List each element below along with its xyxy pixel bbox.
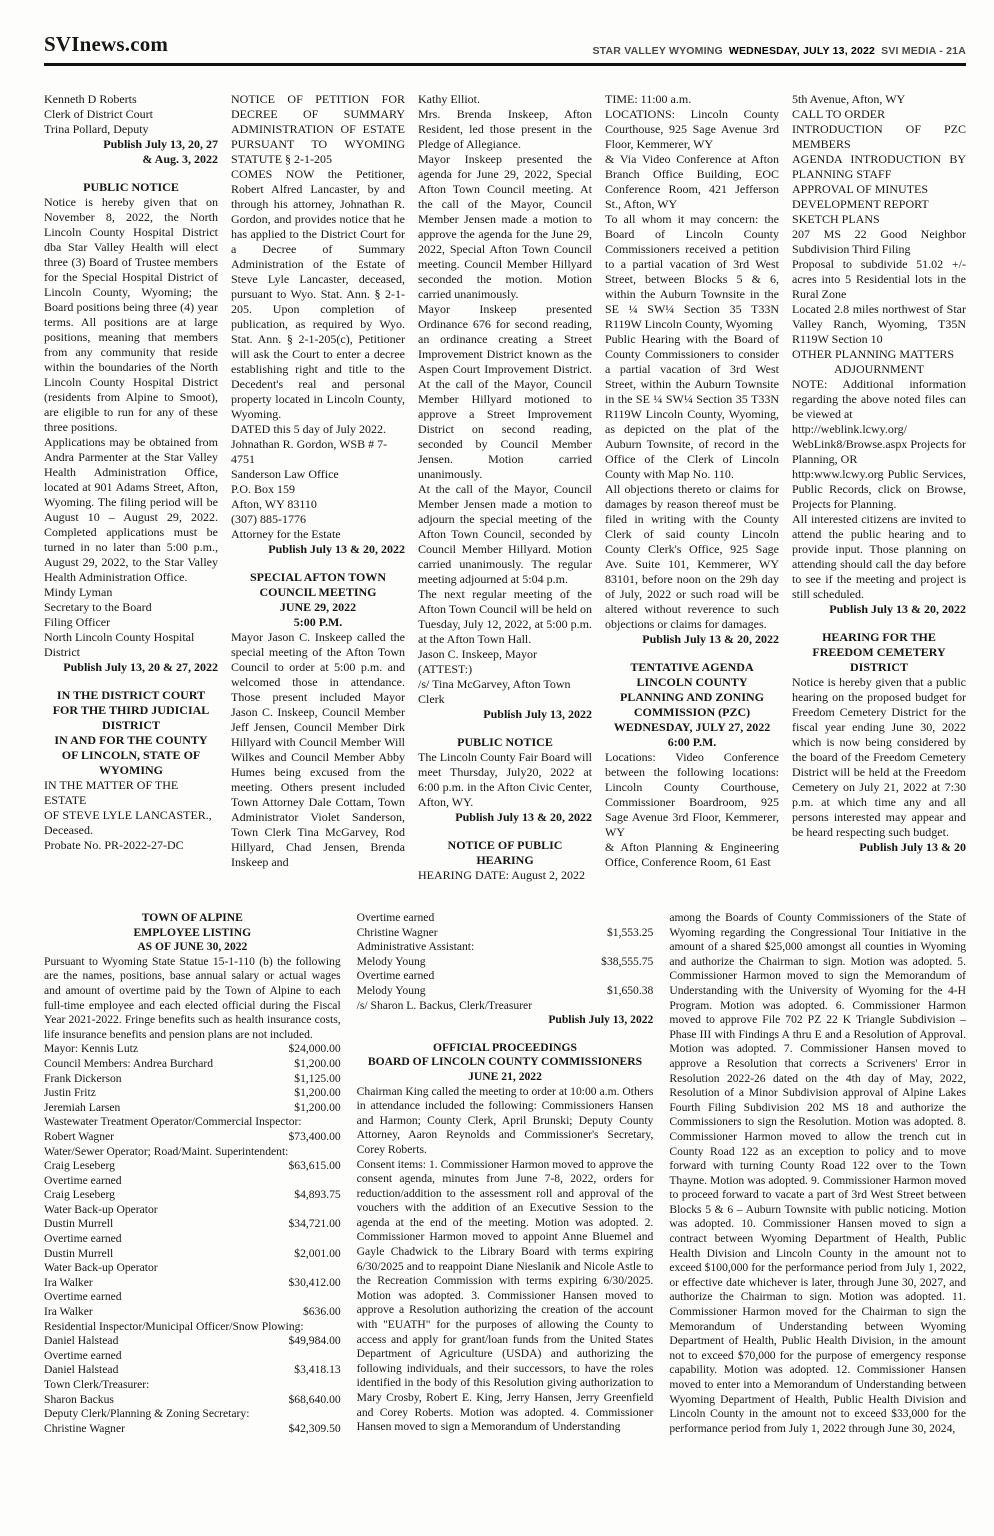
masthead-title: SVInews.com bbox=[44, 32, 169, 56]
text-line: SKETCH PLANS bbox=[792, 212, 880, 226]
notice-heading bbox=[44, 733, 218, 778]
pay-row bbox=[44, 1407, 341, 1422]
notice-paragraph: Chairman King called the meeting to order at 10:00 a.m. Others in attendance included the following: Commissioners Hansen and Harmon; County Clerk, April Brunski; Deputy County Attorney, Aaron Reynolds and Commissioner's Secretary, Corey Roberts. bbox=[356, 1084, 654, 1156]
notice-heading bbox=[418, 838, 592, 868]
pay-label: Melody Young bbox=[356, 954, 426, 968]
publish-line bbox=[44, 137, 218, 167]
text-line: Publish July 13, 20, 27 bbox=[103, 137, 218, 151]
text-line: Publish July 13 & 20, 2022 bbox=[642, 632, 779, 646]
publish-line bbox=[357, 1013, 654, 1028]
notice-paragraph: among the Boards of County Commissioners of the State of Wyoming regarding the Congressional Tour Initiative in the amount of a shared $25,000 amongst all counties in Wyoming and authorize the Chairman to sign. Motion was adopted. 5. Commissioner Harmon moved to sign the Memorandum of Understanding with the University of Wyoming for the 4-H Program. Motion was adopted. 6. Commissioner Harmon moved to approve File 702 PZ 22 K Triangle Subdivision – Phase III with Findings A thru E and a Resolution of Approval. Motion was adopted. 7. Commissioner Hansen moved to approve a Resolution that corrects a Scriveners' Error in Resolution 2022-26 dated on the 4th day of May, 2022, Resolution of a Minor Subdivision approval of Alpine Lakes Fourth Filing Subdivision 202 MS 18 and authorize the Commissioners to sign the Resolution. Motion was adopted. 8. Commissioner Harmon moved to allow the trench cut in County Road 122 as an exception to policy and to move forward with turning County Road 122 over to the Town Thayne. Motion was adopted. 9. Commissioner Harmon moved to proceed forward to vacate a part of 3rd West Street between Blocks 5 & 6 – Auburn Townsite with public noticing. Motion was adopted. 10. Commissioner Hansen moved to sign a contract between Wyoming Department of Health, Public Health Division and Lincoln County in the amount not to exceed $100,000 for the performance period from July 1, 2022, or effective date whichever is later, through June 30, 2027, and authorize the Chairman to sign. Motion was adopted. 11. Commissioner Harmon moved for the Chairman to sign the Memorandum of Understanding between Wyoming Department of Health, Public Health Division, in the amount not to exceed $70,000 for the purpose of emergency response capability. Motion was adopted. 12. Commissioner Hansen moved to enter into a Memorandum of Understanding between Wyoming Department of Health, Public Health Division and Lincoln County in the amount not to exceed $33,000 for the performance period from July 1, 2022 through June 30, 2024, bbox=[669, 911, 967, 1435]
pay-row bbox=[44, 1101, 341, 1116]
pay-row bbox=[44, 1042, 341, 1057]
public-notices-section bbox=[44, 92, 966, 883]
text-line: North Lincoln County Hospital District bbox=[44, 630, 195, 659]
text-line: Filing Officer bbox=[44, 615, 111, 629]
text-line: /s/ Tina McGarvey, Afton Town Clerk bbox=[418, 677, 571, 706]
text-line: WYOMING bbox=[99, 763, 163, 777]
text-line: IN THE DISTRICT COURT bbox=[56, 688, 206, 702]
pay-label: Dustin Murrell bbox=[44, 1217, 114, 1231]
notice-paragraph: Pursuant to Wyoming State Statue 15-1-110 (b) the following are the names, positions, base annual salary or actual wages and amount of overtime paid by the Town of Alpine to each full-time employee and each elected official during the Fiscal Year 2021-2022. Fringe benefits such as health insurance costs, life insurance benefits and pension plans are not included. bbox=[44, 954, 341, 1041]
notice-paragraph: http:www.lcwy.org Public Services, Public Records, click on Browse, Projects for Planning. bbox=[792, 467, 966, 511]
notice-paragraph: & Via Video Conference at Afton Branch Office Building, EOC Conference Room, 421 Jefferson St., Afton, WY bbox=[605, 152, 779, 211]
publish-line bbox=[231, 542, 405, 557]
notice-heading bbox=[605, 660, 779, 750]
pay-row bbox=[357, 969, 654, 984]
pay-label: Daniel Halstead bbox=[44, 1363, 119, 1377]
notice-paragraph: Locations: Video Conference between the following locations: Lincoln County Courthouse, Commissioner Boardroom, 925 Sage Avenue 3rd Floor, Kemmerer, WY bbox=[605, 750, 779, 839]
text-line: APPROVAL OF MINUTES bbox=[792, 182, 929, 196]
pay-row bbox=[44, 1159, 341, 1174]
pay-label: Deputy Clerk/Planning & Zoning Secretary: bbox=[44, 1407, 250, 1421]
pay-row bbox=[357, 911, 654, 926]
notice-lines bbox=[231, 422, 405, 437]
pay-label: Residential Inspector/Municipal Officer/Snow Plowing: bbox=[44, 1319, 304, 1333]
notice-paragraph: COMES NOW the Petitioner, Robert Alfred Lancaster, by and through his attorney, Johnathan R. Gordon, and provides notice that he has applied to the District Court for a Decree of Summary Administration of the Estate of Steve Lyle Lancaster, deceased, pursuant to Wyo. Stat. Ann. § 2-1-205. Upon completion of publication, as required by Wyo. Stat. Ann. § 2-1-205(c), Petitioner will ask the Court to enter a decree establishing right and title to the Decedent's real and personal property located in Lincoln County, Wyoming. bbox=[231, 167, 405, 421]
pay-amount: $2,001.00 bbox=[294, 1246, 341, 1260]
header-rule bbox=[44, 63, 966, 66]
section-gap bbox=[605, 647, 779, 660]
notice-heading bbox=[792, 630, 966, 675]
text-line: /s/ Sharon L. Backus, Clerk/Treasurer bbox=[356, 998, 533, 1012]
dateline bbox=[592, 45, 966, 57]
page-header bbox=[44, 32, 966, 63]
pay-row bbox=[44, 1320, 341, 1335]
pay-label: Overtime earned bbox=[44, 1348, 122, 1362]
notice-paragraph: NOTICE OF PETITION FOR DECREE OF SUMMARY ADMINISTRATION OF ESTATE PURSUANT TO WYOMING STATUTE § 2-1-205 bbox=[231, 92, 405, 166]
pay-row bbox=[44, 1247, 341, 1262]
pay-amount: $636.00 bbox=[302, 1305, 341, 1319]
notice-column-4 bbox=[605, 92, 779, 883]
notice-lines bbox=[418, 92, 592, 107]
pay-row bbox=[44, 1334, 341, 1349]
publish-line bbox=[44, 660, 218, 675]
notice-lines bbox=[605, 92, 779, 107]
publish-line bbox=[792, 602, 966, 617]
pay-amount: $68,640.00 bbox=[288, 1392, 341, 1406]
text-line: (ATTEST:) bbox=[418, 662, 473, 676]
text-line: OF STEVE LYLE LANCASTER., bbox=[44, 808, 212, 822]
notice-lines bbox=[418, 868, 592, 883]
pay-amount: $30,412.00 bbox=[288, 1275, 341, 1289]
pay-label: Town Clerk/Treasurer: bbox=[44, 1378, 150, 1391]
text-line: 5th Avenue, Afton, WY bbox=[792, 92, 906, 106]
pay-row bbox=[44, 1115, 341, 1130]
pay-amount: $4,893.75 bbox=[294, 1188, 341, 1202]
text-line: P.O. Box 159 bbox=[231, 482, 296, 496]
text-line: 5:00 P.M. bbox=[293, 615, 343, 629]
publish-line bbox=[418, 810, 592, 825]
proceedings-column-2 bbox=[357, 911, 654, 1436]
text-line: PUBLIC NOTICE bbox=[83, 180, 179, 194]
pay-row bbox=[44, 1057, 341, 1072]
pay-label: Mayor: Kennis Lutz bbox=[44, 1042, 139, 1056]
pay-amount: $3,418.13 bbox=[294, 1363, 341, 1377]
pay-row bbox=[44, 1422, 341, 1437]
pay-amount: $49,984.00 bbox=[288, 1334, 341, 1348]
section-gap bbox=[44, 167, 218, 180]
notice-paragraph: Notice is hereby given that on November 8, 2022, the North Lincoln County Hospital District dba Star Valley Health will elect three (3) Board of Trustee members for the Special Hospital District of Lincoln County, Wyoming; the Board positions being three (4) year terms. All positions are at large positions, meaning that members from any community that reside within the boundaries of the North Lincoln County Hospital District (residents from Alpine to Smoot), are eligible to run for any of these three positions. bbox=[44, 195, 218, 434]
section-gap bbox=[418, 722, 592, 735]
text-line: Secretary to the Board bbox=[44, 600, 152, 614]
notice-paragraph: Mayor Inskeep presented the agenda for June 29, 2022, Special Afton Town Council meeting. At the call of the Mayor, Council Member Jensen made a motion to approve the agenda for the June 29, 2022, Special Afton Town Council meeting. Council Member Hillyard seconded the motion. Motion carried unanimously. bbox=[418, 152, 592, 301]
pay-amount: $73,400.00 bbox=[288, 1129, 341, 1143]
text-line: LINCOLN COUNTY bbox=[636, 675, 748, 689]
text-line: Publish July 13 & 20 bbox=[859, 840, 966, 854]
notice-paragraph: Mrs. Brenda Inskeep, Afton Resident, led those present in the Pledge of Allegiance. bbox=[418, 107, 592, 151]
pay-label: Overtime earned bbox=[356, 969, 435, 983]
notice-column-2 bbox=[231, 92, 405, 883]
pay-label: Melody Young bbox=[356, 983, 426, 997]
pay-row bbox=[44, 1378, 341, 1393]
notice-paragraph: & Afton Planning & Engineering Office, Conference Room, 61 East bbox=[605, 840, 779, 869]
notice-lines bbox=[44, 585, 218, 660]
text-line: ADJOURNMENT bbox=[834, 362, 924, 376]
notice-paragraph: The next regular meeting of the Afton Town Council will be held on Tuesday, July 12, 2022, at 5:00 p.m. at the Afton Town Hall. bbox=[418, 587, 592, 646]
text-line: CALL TO ORDER bbox=[792, 107, 886, 121]
text-line: Afton, WY 83110 bbox=[231, 497, 317, 511]
notice-lines bbox=[231, 437, 405, 542]
notice-heading bbox=[44, 911, 341, 955]
text-line: BOARD OF LINCOLN COUNTY COMMISSIONERS bbox=[367, 1055, 643, 1069]
pay-label: Craig Leseberg bbox=[44, 1188, 115, 1202]
pay-label: Dustin Murrell bbox=[44, 1246, 114, 1260]
pay-label: Christine Wagner bbox=[44, 1421, 125, 1435]
pay-label: Christine Wagner bbox=[356, 925, 438, 939]
text-line: PUBLIC NOTICE bbox=[457, 735, 553, 749]
text-line: AS OF JUNE 30, 2022 bbox=[137, 940, 248, 954]
text-line: HEARING FOR THE bbox=[822, 630, 936, 644]
text-line: TIME: 11:00 a.m. bbox=[605, 92, 692, 106]
pay-label: Robert Wagner bbox=[44, 1129, 115, 1143]
notice-paragraph: http://weblink.lcwy.org/ WebLink8/Browse.aspx Projects for Planning, OR bbox=[792, 422, 966, 466]
pay-label: Water Back-up Operator bbox=[44, 1261, 158, 1275]
text-line: Trina Pollard, Deputy bbox=[44, 122, 149, 136]
text-line: Johnathan R. Gordon, WSB # 7-4751 bbox=[231, 437, 388, 466]
notice-paragraph: Consent items: 1. Commissioner Harmon moved to approve the consent agenda, minutes from June 7-8, 2022, orders for reduction/addition to the assessment roll and approval of the vouchers with the addition of an Executive Session to the agenda at the end of the meeting. Motion was adopted. 2. Commissioner Harmon moved to appoint Anne Bluemel and Gayle Chadwick to the Library Board with terms expiring 6/30/2025 and to reappoint Diane Nieslanik and Nicole Astle to the Recreation Commission with terms expiring 6/30/2025. Motion was adopted. 3. Commissioner Hansen moved to approve a Resolution authorizing the creation of the account with "EUATH" for the purposes of allowing the County to access and apply for grant/loan funds from the United States Department of Agriculture (USDA) and authorizing the following individuals, and their successors, to have the roles identified in the body of this Resolution giving authorization to Mary Crosby, Robert E. King, Jerry Hansen, Jerry Greenfield and Corey Roberts. Motion was adopted. 4. Commissioner Hansen moved to sign a Memorandum of Understanding bbox=[356, 1157, 654, 1434]
text-line: DEVELOPMENT REPORT bbox=[792, 197, 929, 211]
pay-amount: $1,125.00 bbox=[294, 1071, 341, 1085]
pay-label: Overtime earned bbox=[356, 911, 435, 924]
pay-label: Ira Walker bbox=[44, 1305, 93, 1319]
text-line: DISTRICT bbox=[849, 660, 909, 674]
pay-amount: $1,200.00 bbox=[294, 1100, 341, 1114]
notice-paragraph: At the call of the Mayor, Council Member Jensen made a motion to adjourn the special meeting of the Afton Town Council, seconded by Council Member Hillyard. Motion carried unanimously. The regular meeting adjourned at 5:04 p.m. bbox=[418, 482, 592, 586]
pay-row bbox=[44, 1305, 341, 1320]
text-line: Kenneth D Roberts bbox=[44, 92, 137, 106]
text-line: IN AND FOR THE COUNTY bbox=[54, 733, 208, 747]
pay-row bbox=[357, 955, 654, 970]
text-line: Probate No. PR-2022-27-DC bbox=[44, 838, 184, 852]
text-line: DATED this 5 day of July 2022. bbox=[231, 422, 386, 436]
pay-row bbox=[357, 926, 654, 941]
pay-row bbox=[44, 1130, 341, 1145]
notice-paragraph: All interested citizens are invited to attend the public hearing and to provide input. Those planning on attending should call the day before to see if the meeting and project is still scheduled. bbox=[792, 512, 966, 601]
notice-paragraph: Mayor Inskeep presented Ordinance 676 for second reading, an ordinance creating a Street Improvement District known as the Aspen Court Improvement District. At the call of the Mayor, Council Member Hillyard motioned to approve a Street Improvement District on second reading, seconded by Council Member Jensen. Motion carried unanimously. bbox=[418, 302, 592, 481]
text-line: IN THE MATTER OF THE ESTATE bbox=[44, 778, 179, 807]
pay-amount: $1,650.38 bbox=[606, 983, 654, 997]
notice-heading bbox=[44, 180, 218, 195]
notice-paragraph: Public Hearing with the Board of County Commissioners to consider a partial vacation of 3rd West Street, within the Auburn Townsite in the SE ¼ SW¼ Section 35 T33N R119W Lincoln County, Wyoming, as depicted on the plat of the Auburn Townsite, of record in the Office of the Clerk of Lincoln County with Map No. 110. bbox=[605, 332, 779, 481]
notice-heading bbox=[44, 688, 218, 733]
notice-lines bbox=[44, 778, 218, 853]
pay-label: Sharon Backus bbox=[44, 1392, 114, 1406]
pay-amount: $34,721.00 bbox=[288, 1217, 341, 1231]
pay-row bbox=[44, 1276, 341, 1291]
notice-paragraph: Notice is hereby given that a public hearing on the proposed budget for Freedom Cemetery District for the fiscal year ending June 30, 2022 which is now being considered by the board of the Freedom Cemetery District will be held at the Freedom Cemetery on July 21, 2022 at 7:30 p.m. at which time any and all persons interested may appear and be heard respecting such budget. bbox=[792, 675, 966, 839]
notice-paragraph: Located 2.8 miles northwest of Star Valley Ranch, Wyoming, T35N R119W Section 10 bbox=[792, 302, 966, 346]
text-line: FOR THE THIRD JUDICIAL bbox=[52, 703, 210, 717]
text-line: PLANNING AND ZONING bbox=[619, 690, 764, 704]
pay-row bbox=[357, 984, 654, 999]
notice-heading bbox=[231, 570, 405, 630]
section-gap bbox=[792, 617, 966, 630]
text-line: COMMISSION (PZC) bbox=[633, 705, 751, 719]
pay-row bbox=[44, 1072, 341, 1087]
section-gap bbox=[357, 1028, 654, 1041]
text-line: SPECIAL AFTON TOWN bbox=[249, 570, 387, 584]
pay-amount: $1,200.00 bbox=[294, 1086, 341, 1100]
pay-row bbox=[44, 1203, 341, 1218]
text-line: Publish July 13 & 20, 2022 bbox=[455, 810, 592, 824]
pay-row bbox=[357, 940, 654, 955]
pay-label: Frank Dickerson bbox=[44, 1071, 122, 1085]
text-line: Publish July 13, 2022 bbox=[483, 707, 592, 721]
pay-amount: $38,555.75 bbox=[601, 954, 654, 968]
text-line: Kathy Elliot. bbox=[418, 92, 480, 106]
pay-row bbox=[44, 1349, 341, 1364]
notice-lines bbox=[792, 92, 966, 122]
text-line: Sanderson Law Office bbox=[231, 467, 339, 481]
notice-paragraph: Proposal to subdivide 51.02 +/- acres into 5 Residential lots in the Rural Zone bbox=[792, 257, 966, 301]
notice-paragraph: Mayor Jason C. Inskeep called the special meeting of the Afton Town Council to order at 5:00 p.m. and welcomed those in attendance. Those present included Mayor Jason C. Inskeep, Council Member Jeff Jensen, Council Member Dirk Hillyard with Council Member Will Wilkes and Council Member Abby Humes being excused from the meeting. Others present included Town Attorney Dale Cottam, Town Administrator Violet Sanderson, Town Clerk Tina McGarvey, Rod Hillyard, Chad Jensen, Brenda Inskeep and bbox=[231, 630, 405, 869]
text-line: Mindy Lyman bbox=[44, 585, 113, 599]
text-line: COUNCIL MEETING bbox=[259, 585, 377, 599]
pay-label: Daniel Halstead bbox=[44, 1334, 119, 1348]
pay-label: Justin Fritz bbox=[44, 1086, 96, 1100]
text-line: TENTATIVE AGENDA bbox=[630, 660, 754, 674]
pay-row bbox=[44, 1290, 341, 1305]
pay-row bbox=[44, 1393, 341, 1408]
text-line: Clerk of District Court bbox=[44, 107, 153, 121]
section-gap bbox=[418, 825, 592, 838]
notice-heading bbox=[357, 1041, 654, 1085]
notice-paragraph: AGENDA INTRODUCTION BY PLANNING STAFF bbox=[792, 152, 966, 181]
centered-line bbox=[792, 362, 966, 377]
text-line: & Aug. 3, 2022 bbox=[142, 152, 218, 166]
text-line: NOTICE OF PUBLIC HEARING bbox=[447, 838, 563, 867]
notice-lines bbox=[792, 182, 966, 227]
pay-label: Water/Sewer Operator; Road/Maint. Superintendent: bbox=[44, 1144, 289, 1158]
text-line: Publish July 13, 20 & 27, 2022 bbox=[63, 660, 218, 674]
pay-row bbox=[44, 1086, 341, 1101]
text-line: OFFICIAL PROCEEDINGS bbox=[433, 1040, 577, 1054]
dateline-media: SVI MEDIA - 21A bbox=[881, 45, 966, 57]
pay-amount: $1,200.00 bbox=[294, 1056, 341, 1070]
notice-column-3 bbox=[418, 92, 592, 883]
text-line: Deceased. bbox=[44, 823, 93, 837]
text-line: HEARING DATE: August 2, 2022 bbox=[418, 868, 585, 882]
pay-label: Overtime earned bbox=[44, 1173, 122, 1187]
text-line: Attorney for the Estate bbox=[231, 527, 341, 541]
publish-line bbox=[605, 632, 779, 647]
dateline-date: WEDNESDAY, JULY 13, 2022 bbox=[728, 45, 876, 57]
pay-amount: $42,309.50 bbox=[288, 1421, 341, 1435]
pay-label: Craig Leseberg bbox=[44, 1159, 115, 1173]
pay-label: Water Back-up Operator bbox=[44, 1202, 158, 1216]
pay-row bbox=[44, 1217, 341, 1232]
dateline-region: STAR VALLEY WYOMING bbox=[592, 45, 723, 57]
notice-paragraph: 207 MS 22 Good Neighbor Subdivision Third Filing bbox=[792, 227, 966, 256]
section-gap bbox=[231, 557, 405, 570]
text-line: JUNE 21, 2022 bbox=[468, 1069, 542, 1083]
notice-paragraph: The Lincoln County Fair Board will meet Thursday, July20, 2022 at 6:00 p.m. in the Afton Civic Center, Afton, WY. bbox=[418, 750, 592, 809]
publish-line bbox=[792, 840, 966, 855]
pay-label: Wastewater Treatment Operator/Commercial Inspector: bbox=[44, 1115, 302, 1129]
proceedings-column-1 bbox=[44, 911, 341, 1436]
pay-row bbox=[44, 1145, 341, 1160]
text-line: OF LINCOLN, STATE OF bbox=[61, 748, 201, 762]
text-line: FREEDOM CEMETERY bbox=[812, 645, 946, 659]
notice-lines bbox=[792, 347, 966, 362]
pay-row bbox=[44, 1174, 341, 1189]
notice-paragraph: To all whom it may concern: the Board of Lincoln County Commissioners received a petition to a partial vacation of 3rd West Street, between Blocks 5 & 6, within the Auburn Townsite in the SE ¼ SW¼ Section 35 T33N R119W Lincoln County, Wyoming bbox=[605, 212, 779, 331]
notice-lines bbox=[418, 647, 592, 707]
notice-paragraph: All objections thereto or claims for damages by reason thereof must be filed in writing with the County Clerk of said county Lincoln County Clerk's Office, 925 Sage Ave. Suite 101, Kemmerer, WY 83101, before noon on the 29h day of July, 2022 or such road will be altered without reverence to such objections or claims for damages. bbox=[605, 482, 779, 631]
pay-row bbox=[44, 1261, 341, 1276]
notice-lines bbox=[44, 92, 218, 137]
text-line: WEDNESDAY, JULY 27, 2022 bbox=[613, 720, 771, 734]
text-line: Publish July 13 & 20, 2022 bbox=[829, 602, 966, 616]
text-line: JUNE 29, 2022 bbox=[279, 600, 357, 614]
text-line: TOWN OF ALPINE bbox=[141, 911, 243, 924]
pay-label: Jeremiah Larsen bbox=[44, 1100, 121, 1114]
pay-row bbox=[44, 1232, 341, 1247]
notice-paragraph: NOTE: Additional information regarding the above noted files can be viewed at bbox=[792, 377, 966, 421]
text-line: Jason C. Inskeep, Mayor bbox=[418, 647, 537, 661]
proceedings-column-3 bbox=[669, 911, 966, 1436]
pay-row bbox=[44, 1188, 341, 1203]
pay-list bbox=[357, 911, 654, 999]
pay-label: Ira Walker bbox=[44, 1275, 93, 1289]
pay-label: Overtime earned bbox=[44, 1290, 122, 1304]
text-line: DISTRICT bbox=[101, 718, 161, 732]
text-line: (307) 885-1776 bbox=[231, 512, 306, 526]
text-line: OTHER PLANNING MATTERS bbox=[792, 347, 954, 361]
text-line: EMPLOYEE LISTING bbox=[133, 925, 252, 939]
pay-amount: $24,000.00 bbox=[288, 1042, 341, 1056]
publish-line bbox=[418, 707, 592, 722]
proceedings-section bbox=[44, 911, 966, 1436]
pay-label: Administrative Assistant: bbox=[356, 940, 475, 954]
pay-label: Council Members: Andrea Burchard bbox=[44, 1056, 214, 1070]
section-gap bbox=[44, 675, 218, 688]
notice-paragraph: LOCATIONS: Lincoln County Courthouse, 925 Sage Avenue 3rd Floor, Kemmerer, WY bbox=[605, 107, 779, 151]
pay-label: Overtime earned bbox=[44, 1232, 122, 1246]
notice-lines bbox=[357, 999, 654, 1014]
notice-column-5 bbox=[792, 92, 966, 883]
notice-paragraph: INTRODUCTION OF PZC MEMBERS bbox=[792, 122, 966, 151]
pay-row bbox=[44, 1363, 341, 1378]
pay-list bbox=[44, 1042, 341, 1436]
pay-amount: $1,553.25 bbox=[606, 925, 654, 939]
notice-column-1 bbox=[44, 92, 218, 883]
text-line: Publish July 13 & 20, 2022 bbox=[268, 542, 405, 556]
pay-amount: $63,615.00 bbox=[288, 1159, 341, 1173]
text-line: 6:00 P.M. bbox=[667, 735, 717, 749]
notice-paragraph: Applications may be obtained from Andra Parmenter at the Star Valley Health Administration Office, located at 901 Adams Street, Afton, Wyoming. The filing period will be August 10 – August 29, 2022. Completed applications must be turned in no later than 5:00 p.m., August 29, 2022, to the Star Valley Health Administration Office. bbox=[44, 435, 218, 584]
notice-heading bbox=[418, 735, 592, 750]
text-line: Publish July 13, 2022 bbox=[548, 1013, 654, 1027]
